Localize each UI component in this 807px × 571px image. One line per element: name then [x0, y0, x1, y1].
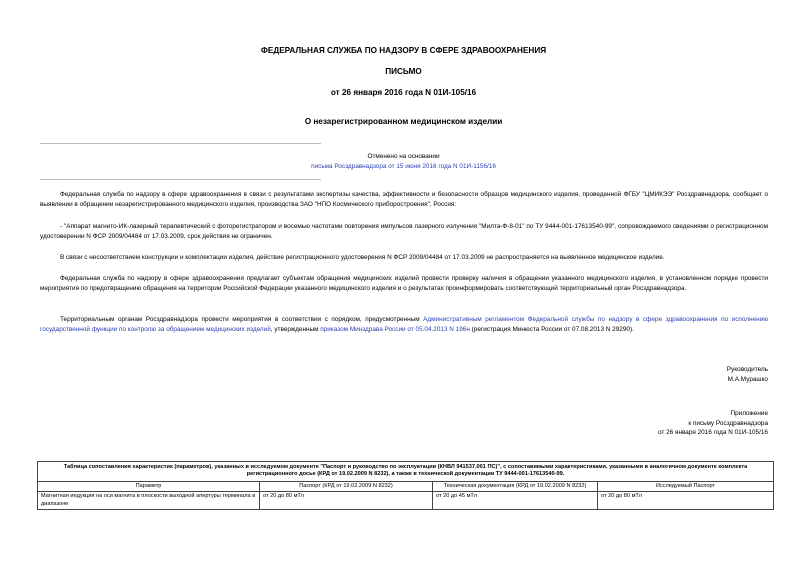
- table-cell: от 20 до 80 мТл: [260, 492, 433, 510]
- column-header: Параметр: [38, 481, 260, 491]
- table-caption: Таблица сопоставления характеристик (параметров), указанных в исследуемом документе "Паспорт и руководство по эксплуатации (КНВЛ 941537.001 ПС)", с сопоставимыми характеристиками, указанными в аналогичном документе комплекта регистрационного досье (КРД от 19.02.2009 N 8232), а также в технической документации ТУ 9444-001-17613540-99.: [38, 462, 774, 482]
- cancel-note-text: Отменено на основании: [367, 153, 440, 160]
- paragraph-5-end: (регистрация Минюста России от 07.08.2013 N 29290).: [469, 325, 634, 333]
- cancel-note-link[interactable]: письма Росздравнадзора от 15 июня 2016 года N 01И-1156/16: [311, 163, 496, 170]
- signature-block: [727, 365, 768, 384]
- paragraph-5: [40, 315, 768, 334]
- signature-title: Руководитель: [726, 366, 768, 373]
- document-date-number: от 26 января 2016 года N 01И-105/16: [330, 88, 477, 97]
- paragraph-3: В связи с несоответствием конструкции и комплектации изделия, действие регистрационного удостоверения N ФСР 2009/04484 от 17.03.2009 не распространяется на выявленное медицинское изделие.: [60, 254, 665, 261]
- appendix-note: [658, 409, 768, 438]
- appendix-line-1: Приложение: [730, 410, 768, 417]
- regulation-link[interactable]: Административным регламентом Федеральной службы по надзору в сфере здравоохранения по исполнению государственной функции по контролю за обращением медицинских изделий: [40, 316, 768, 333]
- paragraph-1: Федеральная служба по надзору в сфере здравоохранения в связи с результатами экспертизы качества, эффективности и безопасности образцов медицинского изделия, проведенной ФГБУ "ЦМИКЭЭ" Росздравнадзора, сообщает о выявлении в обращении незарегистрированного медицинского изделия, производства ЗАО "НПО Космического приборостроения", Россия:: [40, 191, 768, 208]
- column-header: Паспорт (КРД от 19.02.2009 N 8232): [260, 481, 433, 491]
- order-link[interactable]: приказом Минздрава России от 05.04.2013 N 196н: [320, 325, 470, 333]
- table-cell: от 20 до 45 мТл: [433, 492, 598, 510]
- table-cell: Магнитная индукция на оси магнита в плоскости выходной апертуры терминала в диапазоне: [38, 492, 260, 510]
- divider-bottom: [40, 179, 321, 180]
- table-cell: от 20 до 80 мТл: [598, 492, 774, 510]
- agency-title: ФЕДЕРАЛЬНАЯ СЛУЖБА ПО НАДЗОРУ В СФЕРЕ ЗДРАВООХРАНЕНИЯ: [260, 46, 547, 55]
- signature-name: М.А.Мурашко: [727, 375, 768, 383]
- cancel-note-link-wrap: [0, 162, 807, 171]
- paragraph-5-mid: , утвержденным: [270, 325, 321, 333]
- appendix-line-3: от 26 января 2016 года N 01И-105/16: [657, 429, 768, 437]
- column-header: Исследуемый Паспорт: [598, 481, 774, 491]
- divider-top: [40, 143, 321, 144]
- paragraph-2: - "Аппарат магнито-ИК-лазерный терапевтический с фоторегистратором и восемью частотами повторения импульсов лазерного излучения "Милта-Ф-8-01" по ТУ 9444-001-17613540-99", сопровождаемого сведениями о регистрационном удостоверении N ФСР 2009/04484 от 17.03.2009, срок действия не ограничен.: [40, 223, 768, 240]
- paragraph-5-start: Территориальным органам Росздравнадзора провести мероприятия в соответствии с порядком, предусмотренным: [60, 316, 424, 323]
- appendix-line-2: к письму Росздравнадзора: [688, 419, 768, 427]
- document-type: ПИСЬМО: [385, 67, 422, 76]
- comparison-table: [37, 461, 774, 510]
- document-subject: О незарегистрированном медицинском изделии: [304, 117, 503, 126]
- paragraph-4: Федеральная служба по надзору в сфере здравоохранения предлагает субъектам обращения медицинских изделий провести проверку наличия в обращении указанного медицинского изделия, в установленном порядке провести мероприятия по предотвращению обращения на территории Российской Федерации указанного медицинского изделия и о результатах проинформировать соответствующий территориальный орган Росздравнадзора.: [40, 275, 768, 292]
- table-header-row: [38, 481, 774, 491]
- column-header: Техническая документация (КРД от 19.02.2009 N 8232): [433, 481, 598, 491]
- table-caption-row: [38, 462, 774, 482]
- table-row: [38, 492, 774, 510]
